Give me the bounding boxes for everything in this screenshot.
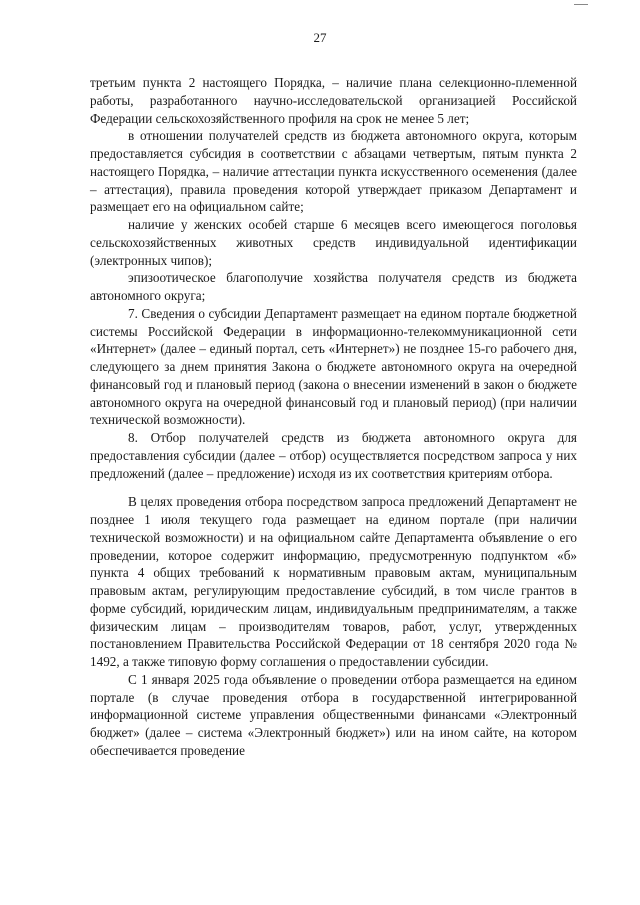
paragraph-selection-announcement: В целях проведения отбора посредством запроса предложений Департамент не позднее 1 июля текущего года размещает на едином портале (при наличии технической возможности) и на официальном сайте Департамента объявление о его проведении, которое содержит информацию, предусмотренную подпунктом «б» пункта 4 общих требований к нормативным правовым актам, муниципальным правовым актам, регулирующим предоставление субсидий, в том числе грантов в форме субсидий, юридическим лицам, индивидуальным предпринимателям, а также физическим лицам – производителям товаров, работ, услуг, утвержденных постановлением Правительства Российской Федерации от 18 сентября 2020 года № 1492, а также типовую форму соглашения о предоставлении субсидии.: [90, 494, 577, 669]
page-number: 27: [313, 30, 327, 45]
document-body: [90, 74, 577, 760]
paragraph-pedigree-plan: третьим пункта 2 настоящего Порядка, – наличие плана селекционно-племенной работы, разработанного научно-исследовательской организацией Российской Федерации сельскохозяйственного профиля на срок не менее 5 лет;: [90, 75, 577, 126]
paragraph-electronic-chips: наличие у женских особей старше 6 месяцев всего имеющегося поголовья сельскохозяйственных животных средств индивидуальной идентификации (электронных чипов);: [90, 217, 577, 268]
paragraph-from-2025: С 1 января 2025 года объявление о проведении отбора размещается на едином портале (в случае проведения отбора в государственной интегрированной информационной системе управления общественными финансами «Электронный бюджет» (далее – система «Электронный бюджет») или на ином сайте, на котором обеспечивается проведение: [90, 671, 577, 758]
paragraph-item-7: 7. Сведения о субсидии Департамент размещает на едином портале бюджетной системы Российской Федерации в информационно-телекоммуникационной сети «Интернет» (далее – единый портал, сеть «Интернет») не позднее 15-го рабочего дня, следующего за днем принятия Закона о бюджете автономного округа на очередной финансовый год и плановый период (закона о внесении изменений в закон о бюджете автономного округа на очередной финансовый год и плановый период) (при наличии технической возможности).: [90, 305, 577, 428]
paragraph-item-8: 8. Отбор получателей средств из бюджета автономного округа для предоставления субсидии (далее – отбор) осуществляется посредством запроса у них предложений (далее – предложение) исходя из их соответствия критериям отбора.: [90, 430, 577, 481]
paragraph-epizootic-wellbeing: эпизоотическое благополучие хозяйства получателя средств из бюджета автономного округа;: [90, 270, 577, 303]
paragraph-insemination-attestation: в отношении получателей средств из бюджета автономного округа, которым предоставляется субсидия в соответствии с абзацами четвертым, пятым пункта 2 настоящего Порядка, – наличие аттестации пункта искусственного осеменения (далее – аттестация), правила проведения которой утверждает приказом Департамент и размещает его на официальном сайте;: [90, 128, 577, 215]
corner-mark: [574, 0, 588, 5]
